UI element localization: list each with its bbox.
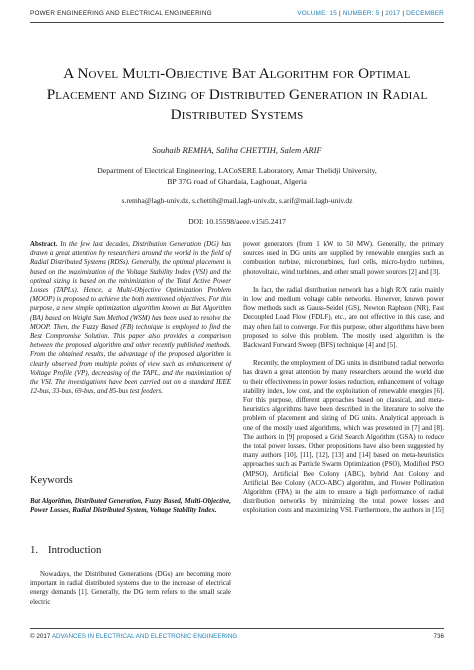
author-emails: s.remha@lagh-univ.dz, s.chettih@mail.lagh-univ.dz, s.arif@mail.lagh-univ.dz xyxy=(121,196,353,205)
affiliation xyxy=(30,166,444,187)
abstract-label: Abstract. xyxy=(30,240,58,248)
journal-section: POWER ENGINEERING AND ELECTRICAL ENGINEERING xyxy=(30,10,212,17)
journal-name[interactable]: ADVANCES IN ELECTRICAL AND ELECTRONIC ENGINEERING xyxy=(51,633,238,640)
separator: | xyxy=(381,10,384,17)
running-header xyxy=(30,8,444,20)
doi-link[interactable]: DOI: 10.15598/aeee.v15i5.2417 xyxy=(188,217,286,226)
affiliation-line: BP 37G road of Ghardaia, Laghouat, Algeria xyxy=(167,176,307,186)
abstract xyxy=(30,240,231,396)
separator: | xyxy=(338,10,341,17)
affiliation-line: Department of Electrical Engineering, LACoSERE Laboratory, Amar Thelidji University, xyxy=(97,166,377,175)
section-title: Introduction xyxy=(48,544,102,556)
paragraph: power generators (from 1 kW to 50 MW). Generally, the primary sources used in DG units are supplied by renewable energies such as combustion turbine, microturbines, fuel cells, micro-hydro turbines, photovoltaic, wind turbines, and other small power sources [2] and [3]. xyxy=(243,240,444,276)
introduction-body xyxy=(30,570,231,607)
paragraph: Recently, the employment of DG units in distributed radial networks has drawn a great attention by many researchers around the world due to their effectiveness in power losses reduction, enhancement of voltage stability index, low cost, and the exploitation of renewable energies [6]. For this purpose, different approaches based on classical, and meta-heuristics algorithms have been described in the literature to solve the problem of placement and sizing of DG units. Analytical approach is one of the mostly used algorithms, which was presented in [7] and [8]. The authors in [9] proposed a Grid Search Algorithm (GSA) to reduce the total power losses. Other propositions have also been suggested by many authors [10], [11], [12], [13] and [14] based on meta-heuristics approaches such as Particle Swarm Optimization (PSO), Modified PSO (MPSO), Artificial Bee Colony (ABC), hybrid Ant Colony and Artificial Bee Colony (ACO-ABC) algorithm, and Flower Pollination Algorithm (FPA) in the aim to ensure a high performance of radial distribution networks by minimizing the total power losses and exploitation costs and maximizing VSI. Furthermore, the authors in [15] xyxy=(243,359,444,515)
copyright xyxy=(30,633,237,640)
header-rule xyxy=(30,22,444,23)
abstract-text: In the few last decades, Distribution Generation (DG) has drawn a great attention by researchers around the world in the field of Radial Distributed Systems (RDSs). Generally, the optimal placement is based on the maximization of the Voltage Stability Index (VSI) and the optimal sizing is based on the minimization of the Total Active Power Losses (TAPLs). Hence, a Multi-Objective Optimization Problem (MOOP) is proposed to achieve the both mentioned objectives. For this purpose, a new simple optimization algorithm known as Bat Algorithm (BA) based on Weight Sum Method (WSM) has been used to resolve the MOOP. Then, the Fuzzy Based (FB) technique is employed to find the Best Compromise Solution. This paper also provides a comparison between the proposed algorithm and other recently published methods. From the obtained results, the advantage of the proposed algorithm is clearly observed from multiple points of view such as enhancement of Voltage Profile (VP), decreasing of the TAPL, and the maximization of the VSI. The investigations have been carried out on a standard IEEE 12-bus, 33-bus, 69-bus, and 85-bus test feeders. xyxy=(30,240,231,396)
separator: | xyxy=(402,10,405,17)
keywords-heading: Keywords xyxy=(30,475,73,486)
paragraph: In fact, the radial distribution network has a high R/X ratio mainly in low and medium voltage cable networks. However, known power flow methods such as Gauss-Seidel (GS), Newton Raphson (NR), Fast Decoupled Load Flow (FDLF), etc., are not effective in this case, and may often fail to converge. For this purpose, other algorithms have been proposed to solve this problem. The mostly used algorithm is the Backward Forward Sweep (BFS) technique [4] and [5]. xyxy=(243,285,444,350)
copyright-label: © 2017 xyxy=(30,633,51,640)
number-label: NUMBER: 5 xyxy=(342,10,380,17)
paragraph: Nowadays, the Distributed Generations (DGs) are becoming more important in radial distributed systems due to the increase of electrical energy demands [1]. Generally, the DG term refers to the small scale electric xyxy=(30,570,231,606)
author-list: Souhaib REMHA, Saliha CHETTIH, Salem ARIF xyxy=(152,145,322,155)
right-column-body xyxy=(243,240,444,516)
paper-title: A Novel Multi-Objective Bat Algorithm for Optimal Placement and Sizing of Distributed Generation in Radial Distributed Systems xyxy=(46,65,428,123)
footer-rule xyxy=(30,628,444,629)
month-label: DECEMBER xyxy=(406,10,444,17)
keywords-text: Bat Algorithm, Distributed Generation, Fuzzy Based, Multi-Objective, Power Losses, Radial Distributed System, Voltage Stability Index. xyxy=(30,497,231,515)
year-label: 2017 xyxy=(385,10,401,17)
volume-label: VOLUME: 15 xyxy=(297,10,337,17)
page-number: 736 xyxy=(433,633,444,640)
issue-info xyxy=(297,10,444,17)
section-heading-introduction xyxy=(30,544,101,556)
section-number: 1. xyxy=(30,544,39,556)
